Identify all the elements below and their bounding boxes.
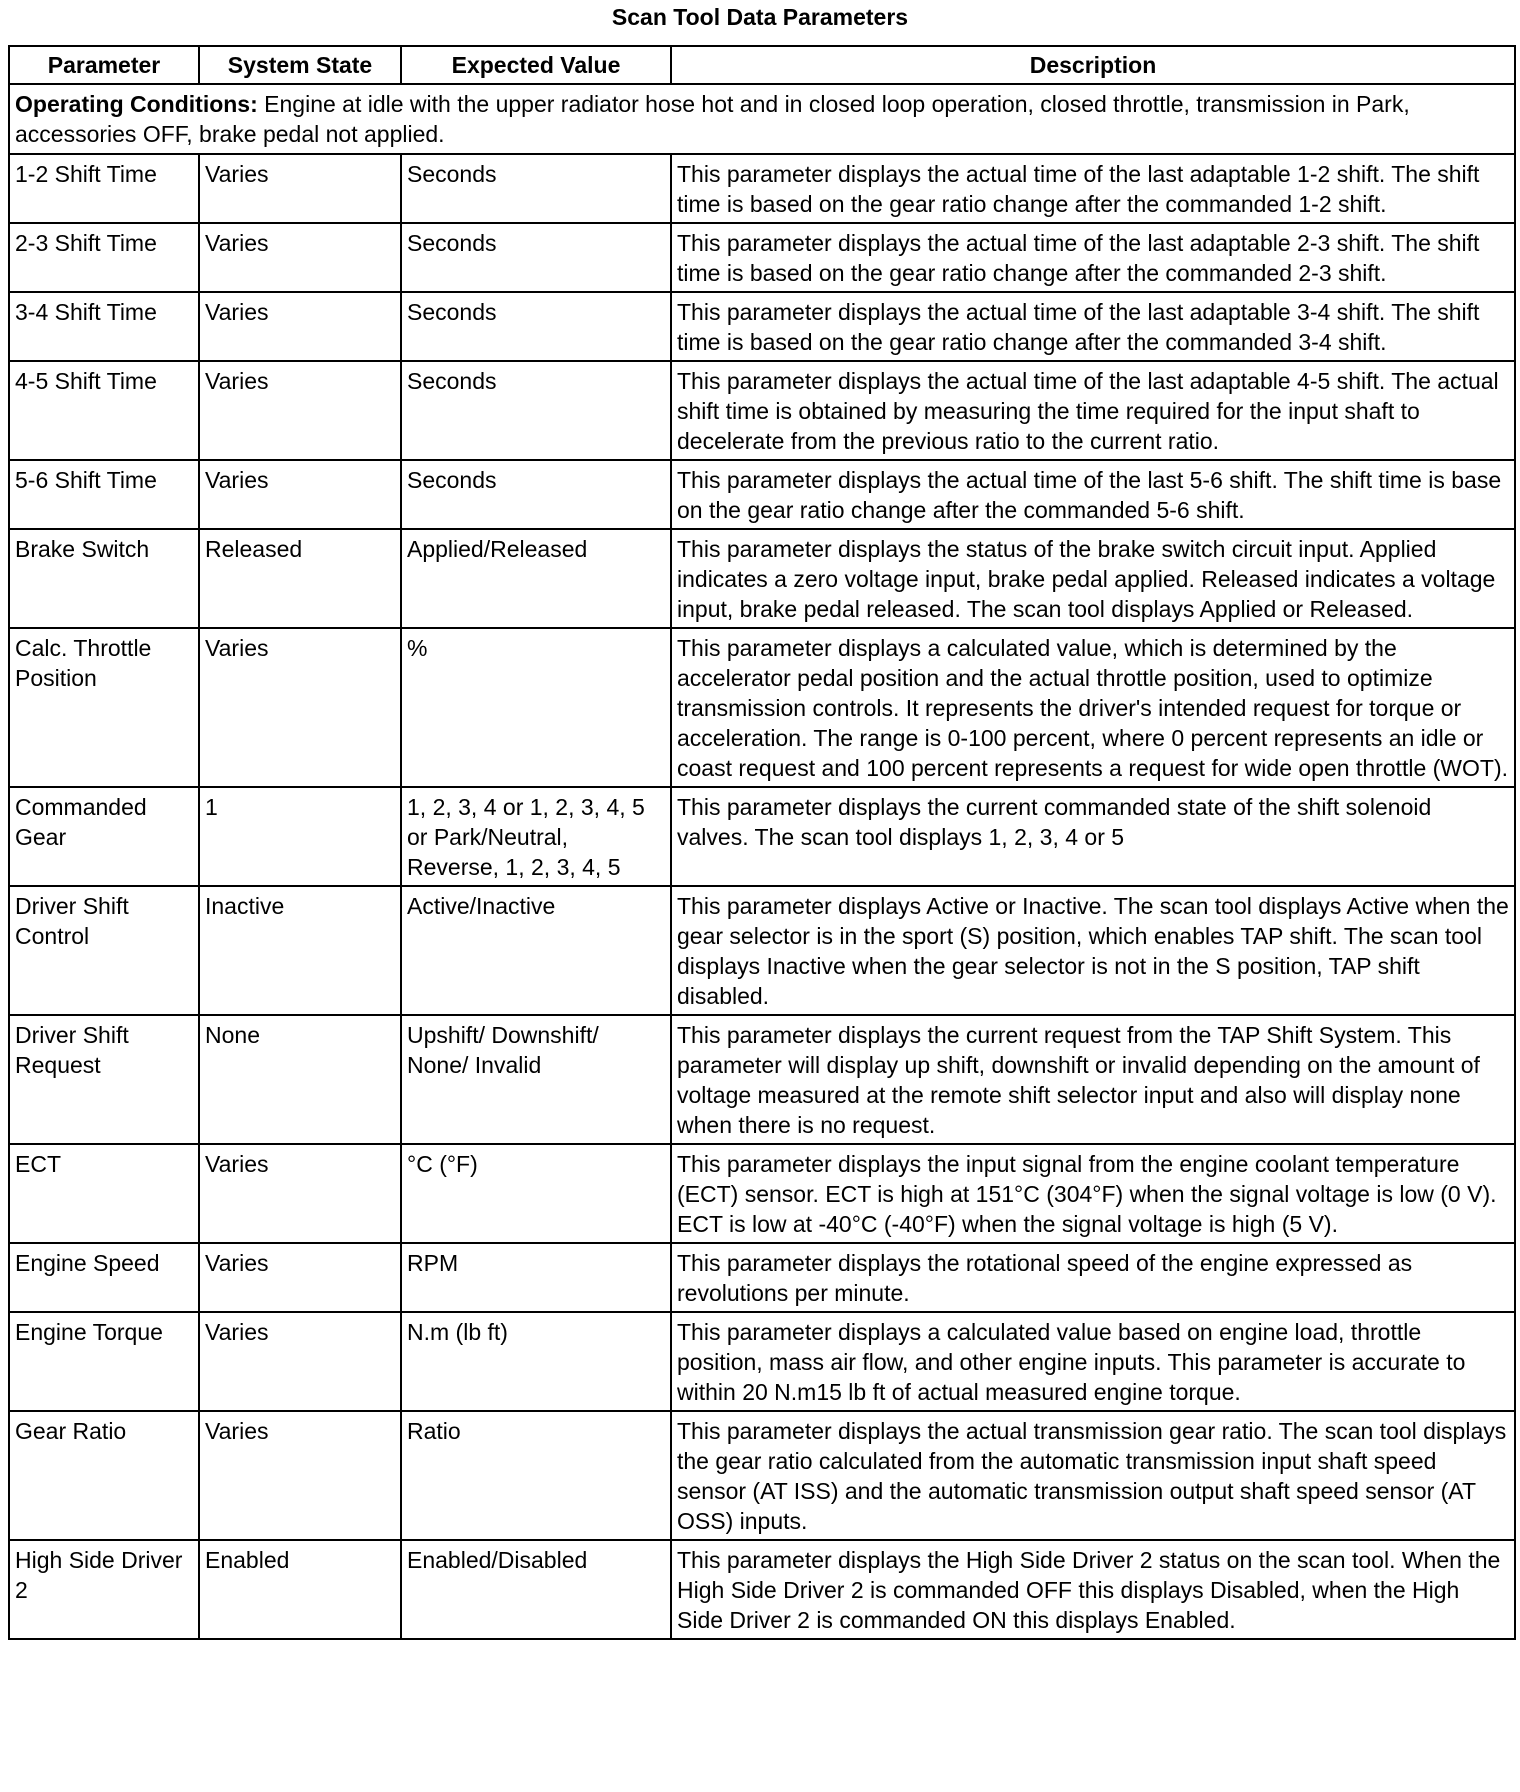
cell-description: This parameter displays the High Side Driver 2 status on the scan tool. When the High Side Driver 2 is commanded OFF this displays Disabled, when the High Side Driver 2 is commanded ON this displays Enabled. [671, 1540, 1515, 1639]
page-title: Scan Tool Data Parameters [611, 4, 909, 30]
operating-conditions-text: Engine at idle with the upper radiator hose hot and in closed loop operation, closed throttle, transmission in Park, accessories OFF, brake pedal not applied. [15, 91, 1410, 147]
table-row [9, 1144, 1515, 1243]
table-row [9, 886, 1515, 1015]
cell-expected-value: Upshift/ Downshift/ None/ Invalid [401, 1015, 671, 1144]
cell-expected-value: Ratio [401, 1411, 671, 1540]
table-row [9, 1312, 1515, 1411]
cell-system-state: Varies [199, 292, 401, 361]
cell-description: This parameter displays the current commanded state of the shift solenoid valves. The scan tool displays 1, 2, 3, 4 or 5 [671, 787, 1515, 886]
cell-system-state: Varies [199, 361, 401, 460]
cell-parameter: Driver Shift Request [9, 1015, 199, 1144]
table-row [9, 292, 1515, 361]
cell-expected-value: 1, 2, 3, 4 or 1, 2, 3, 4, 5 or Park/Neutral, Reverse, 1, 2, 3, 4, 5 [401, 787, 671, 886]
table-body [9, 84, 1515, 1639]
scan-tool-data-table [8, 45, 1516, 1640]
cell-description: This parameter displays the actual time of the last adaptable 1-2 shift. The shift time is based on the gear ratio change after the commanded 1-2 shift. [671, 154, 1515, 223]
cell-system-state: None [199, 1015, 401, 1144]
cell-description: This parameter displays the status of the brake switch circuit input. Applied indicates a zero voltage input, brake pedal applied. Released indicates a voltage input, brake pedal released. The scan tool displays Applied or Released. [671, 529, 1515, 628]
table-row [9, 628, 1515, 787]
cell-description: This parameter displays the actual time of the last adaptable 2-3 shift. The shift time is based on the gear ratio change after the commanded 2-3 shift. [671, 223, 1515, 292]
operating-conditions [9, 84, 1515, 154]
cell-system-state: Varies [199, 1312, 401, 1411]
cell-system-state: Varies [199, 1144, 401, 1243]
header-row [9, 46, 1515, 84]
cell-expected-value: Seconds [401, 223, 671, 292]
cell-expected-value: Seconds [401, 292, 671, 361]
cell-system-state: Released [199, 529, 401, 628]
table-row [9, 154, 1515, 223]
cell-parameter: Commanded Gear [9, 787, 199, 886]
cell-expected-value: Active/Inactive [401, 886, 671, 1015]
cell-parameter: ECT [9, 1144, 199, 1243]
cell-parameter: High Side Driver 2 [9, 1540, 199, 1639]
cell-parameter: Calc. Throttle Position [9, 628, 199, 787]
cell-expected-value: Seconds [401, 460, 671, 529]
cell-system-state: Varies [199, 1243, 401, 1312]
operating-conditions-row [9, 84, 1515, 154]
table-row [9, 1015, 1515, 1144]
table-row [9, 1411, 1515, 1540]
cell-description: This parameter displays the actual transmission gear ratio. The scan tool displays the gear ratio calculated from the automatic transmission input shaft speed sensor (AT ISS) and the automatic transmission output shaft speed sensor (AT OSS) inputs. [671, 1411, 1515, 1540]
table-row [9, 1243, 1515, 1312]
table-row [9, 460, 1515, 529]
table-row [9, 361, 1515, 460]
cell-description: This parameter displays a calculated value, which is determined by the accelerator pedal position and the actual throttle position, used to optimize transmission controls. It represents the driver's intended request for torque or acceleration. The range is 0-100 percent, where 0 percent represents an idle or coast request and 100 percent represents a request for wide open throttle (WOT). [671, 628, 1515, 787]
cell-system-state: Enabled [199, 1540, 401, 1639]
cell-parameter: Gear Ratio [9, 1411, 199, 1540]
header-description: Description [671, 46, 1515, 84]
cell-expected-value: RPM [401, 1243, 671, 1312]
table-row [9, 787, 1515, 886]
header-parameter: Parameter [9, 46, 199, 84]
table-row [9, 529, 1515, 628]
cell-expected-value: Applied/Released [401, 529, 671, 628]
cell-expected-value: Seconds [401, 361, 671, 460]
cell-parameter: 3-4 Shift Time [9, 292, 199, 361]
cell-expected-value: Seconds [401, 154, 671, 223]
header-expected-value: Expected Value [401, 46, 671, 84]
cell-expected-value: °C (°F) [401, 1144, 671, 1243]
cell-system-state: Varies [199, 223, 401, 292]
cell-parameter: Engine Speed [9, 1243, 199, 1312]
cell-parameter: 4-5 Shift Time [9, 361, 199, 460]
cell-description: This parameter displays the current request from the TAP Shift System. This parameter will display up shift, downshift or invalid depending on the amount of voltage measured at the remote shift selector input and also will display none when there is no request. [671, 1015, 1515, 1144]
cell-system-state: Varies [199, 1411, 401, 1540]
cell-description: This parameter displays the actual time of the last 5-6 shift. The shift time is base on the gear ratio change after the commanded 5-6 shift. [671, 460, 1515, 529]
cell-system-state: Varies [199, 154, 401, 223]
cell-expected-value: Enabled/Disabled [401, 1540, 671, 1639]
cell-parameter: 5-6 Shift Time [9, 460, 199, 529]
cell-description: This parameter displays the actual time of the last adaptable 3-4 shift. The shift time is based on the gear ratio change after the commanded 3-4 shift. [671, 292, 1515, 361]
cell-system-state: Varies [199, 460, 401, 529]
cell-system-state: Varies [199, 628, 401, 787]
cell-system-state: Inactive [199, 886, 401, 1015]
cell-parameter: 2-3 Shift Time [9, 223, 199, 292]
cell-description: This parameter displays Active or Inactive. The scan tool displays Active when the gear selector is in the sport (S) position, which enables TAP shift. The scan tool displays Inactive when the gear selector is not in the S position, TAP shift disabled. [671, 886, 1515, 1015]
header-system-state: System State [199, 46, 401, 84]
cell-description: This parameter displays a calculated value based on engine load, throttle position, mass air flow, and other engine inputs. This parameter is accurate to within 20 N.m15 lb ft of actual measured engine torque. [671, 1312, 1515, 1411]
cell-expected-value: % [401, 628, 671, 787]
table-row [9, 223, 1515, 292]
cell-description: This parameter displays the input signal from the engine coolant temperature (ECT) sensor. ECT is high at 151°C (304°F) when the signal voltage is low (0 V). ECT is low at -40°C (-40°F) when the signal voltage is high (5 V). [671, 1144, 1515, 1243]
table-row [9, 1540, 1515, 1639]
cell-description: This parameter displays the actual time of the last adaptable 4-5 shift. The actual shift time is obtained by measuring the time required for the input shaft to decelerate from the previous ratio to the current ratio. [671, 361, 1515, 460]
cell-description: This parameter displays the rotational speed of the engine expressed as revolutions per minute. [671, 1243, 1515, 1312]
operating-conditions-label: Operating Conditions: [15, 91, 258, 117]
cell-parameter: Driver Shift Control [9, 886, 199, 1015]
cell-parameter: 1-2 Shift Time [9, 154, 199, 223]
cell-system-state: 1 [199, 787, 401, 886]
cell-expected-value: N.m (lb ft) [401, 1312, 671, 1411]
cell-parameter: Brake Switch [9, 529, 199, 628]
cell-parameter: Engine Torque [9, 1312, 199, 1411]
